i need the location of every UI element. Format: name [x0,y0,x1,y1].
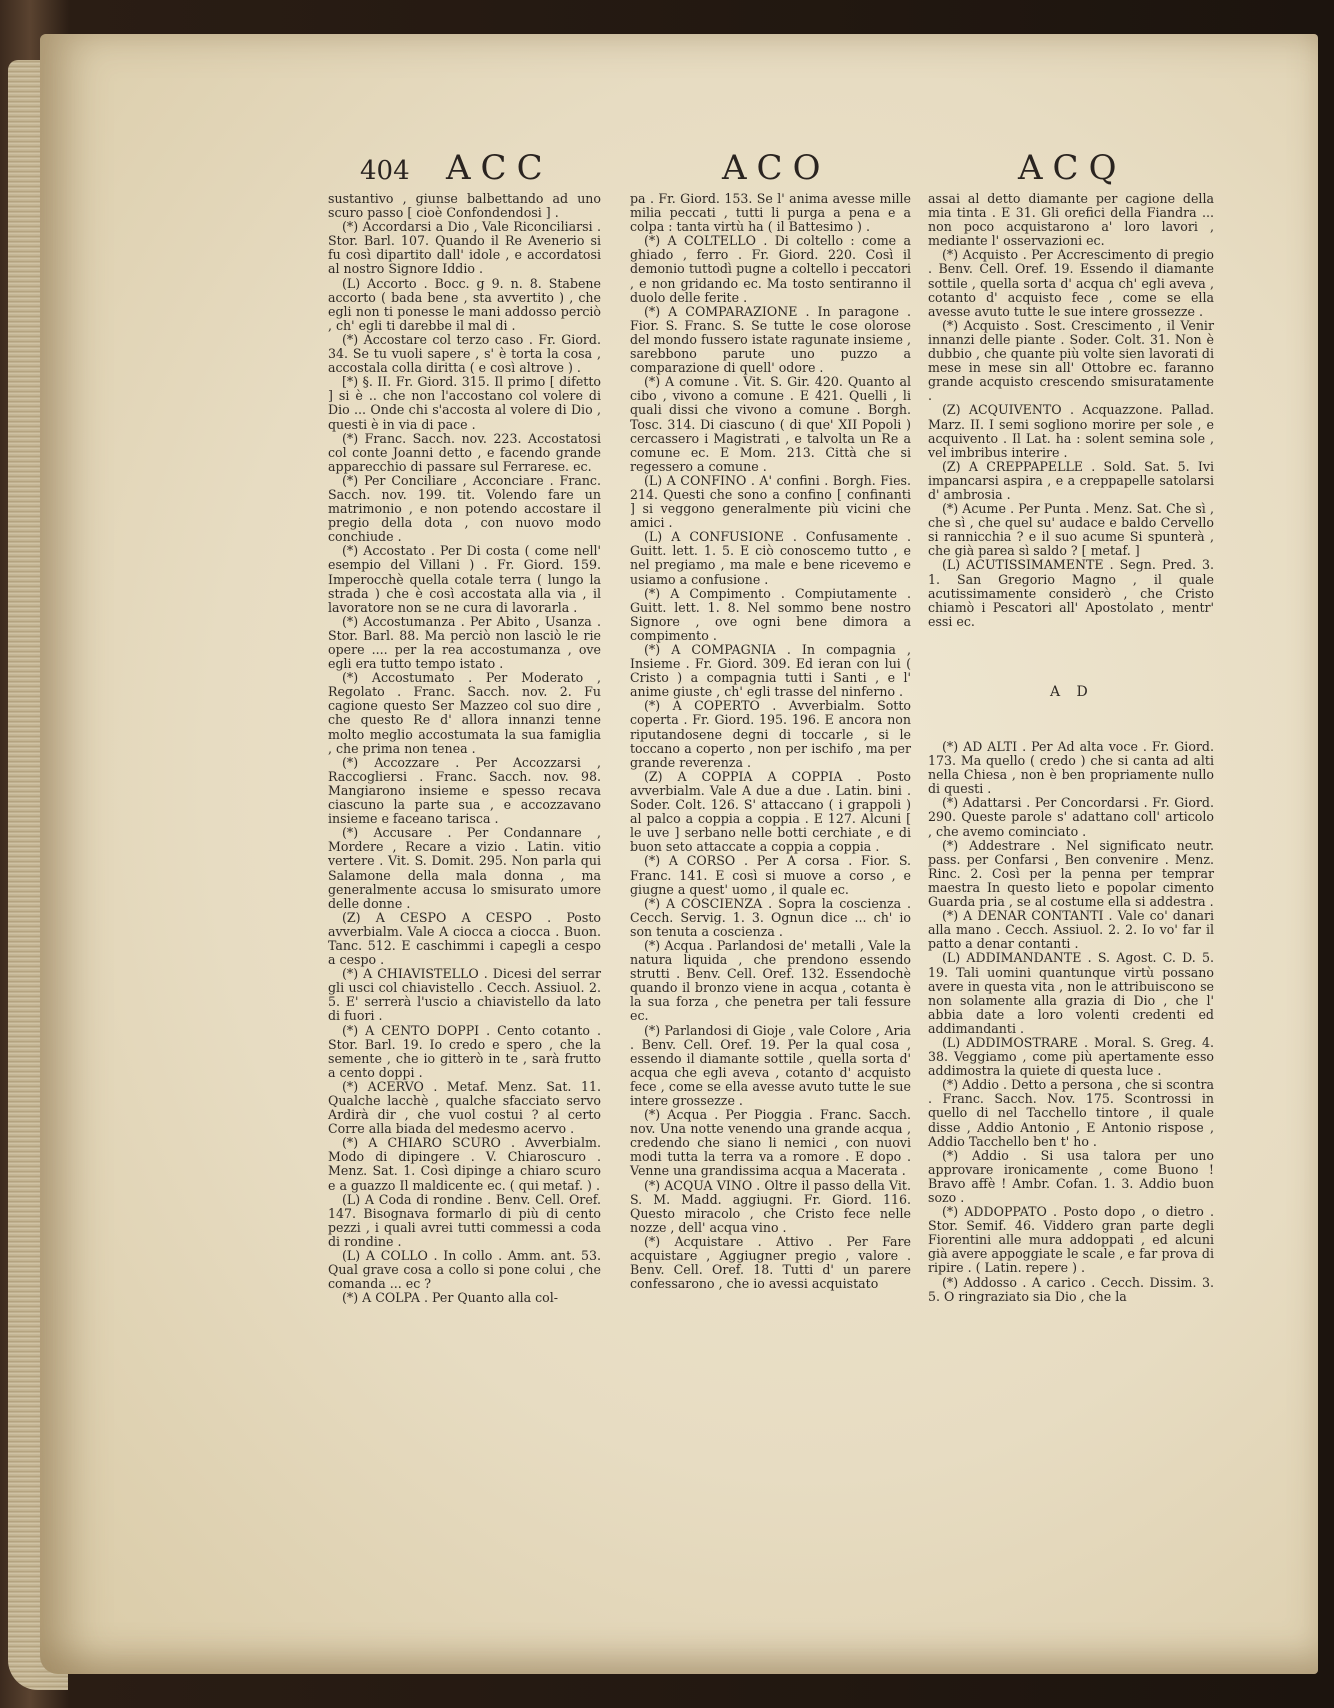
column-right-top [928,192,1214,629]
dictionary-entry: (*) Addio . Si usa talora per uno approvare ironicamente , come Buono ! Bravo affè ! Ambr. Cofan. 1. 3. Addio buon sozo . [928,1147,1214,1205]
dictionary-entry: (*) Accozzare . Per Accozzarsi , Raccogliersi . Franc. Sacch. nov. 98. Mangiarono insieme e spesso recava ciascuno la parte sua , e accozzavano insieme e faceano tarisca . [328,754,601,827]
dictionary-entry: (*) Accostumanza . Per Abito , Usanza . Stor. Barl. 88. Ma perciò non lasciò le rie opere .... per la rea accostumanza , ove egli era tutto tempo istato . [328,613,601,672]
dictionary-entry: (L) ACUTISSIMAMENTE . Segn. Pred. 3. 1. San Gregorio Magno , il quale acutissimamente considerò , che Cristo chiamò i Pescatori all' Apostolato , mentr' essi ec. [928,557,1214,629]
dictionary-entry: (Z) A CREPPAPELLE . Sold. Sat. 5. Ivi impancarsi aspira , e a creppapelle satolarsi d' ambrosia . [928,458,1214,502]
page-number: 404 [360,156,410,186]
dictionary-entry: (*) A COLPA . Per Quanto alla col- [342,1290,559,1306]
dictionary-entry: (*) Acquistare . Attivo . Per Fare acquistare , Aggiugner pregio , valore . Benv. Cell. Oref. 18. Tutti d' un parere confessarono , che io avessi acquistato [630,1233,911,1292]
dictionary-entry: (Z) ACQUIVENTO . Acquazzone. Pallad. Marz. II. I semi sogliono morire per sole , e acquivento . Il Lat. ha : solent semina sole , vel imbribus interire . [928,402,1214,460]
dictionary-entry: (*) Acume . Per Punta . Menz. Sat. Che sì , che sì , che quel su' audace e baldo Cervello si rannicchia ? e il suo acume Si spunterà , che già parea sì saldo ? [ metaf. ] [928,501,1214,559]
dictionary-entry: (*) A CORSO . Per A corsa . Fior. S. Franc. 141. E così si muove a corso , e giugne a quest' uomo , il quale ec. [630,853,911,897]
dictionary-entry: (*) Addestrare . Nel significato neutr. pass. per Confarsi , Ben convenire . Menz. Rinc. 2. Così per la penna per temprar maestra In questo lieto e popolar cimento Guarda pria , se al costume ella si addestra . [928,837,1214,910]
headword-center: ACO [722,148,831,188]
dictionary-entry: (*) Per Conciliare , Acconciare . Franc. Sacch. nov. 199. tit. Volendo fare un matrimonio , e non potendo accostare il pregio della dota , con nuovo modo conchiude . [328,472,601,545]
dictionary-entry: (*) AD ALTI . Per Ad alta voce . Fr. Giord. 173. Ma quello ( credo ) che si canta ad alti nella Chiesa , non è ben propriamente nullo di questi . [928,739,1214,797]
dictionary-entry: (*) A CHIARO SCURO . Avverbialm. Modo di dipingere . V. Chiaroscuro . Menz. Sat. 1. Così dipinge a chiaro scuro e a guazzo Il maldicente ec. ( qui metaf. ) . [328,1135,601,1193]
dictionary-entry: (*) Accusare . Per Condannare , Mordere , Recare a vizio . Latin. vitio vertere . Vit. S. Domit. 295. Non parla qui Salamone della mala donna , ma generalmente accusa lo smisurato umore delle donne . [328,825,601,911]
dictionary-entry: (*) Acquisto . Per Accrescimento di pregio . Benv. Cell. Oref. 19. Essendo il diamante sottile , quella sorta d' acqua ch' egli aveva , cotanto d' acquisto fece , come se ella avesse avuto tutte le sue intere grossezze . [928,247,1214,319]
dictionary-entry: (Z) A COPPIA A COPPIA . Posto avverbialm. Vale A due a due . Latin. bini . Soder. Colt. 126. S' attaccano ( i grappoli ) al palco a coppia a coppia . E 127. Alcuni [ le uve ] serbano nelle botti cerchiate , e di buon seto attaccate a coppia a coppia . [630,768,911,855]
dictionary-entry: (L) A CONFINO . A' confini . Borgh. Fies. 214. Questi che sono a confino [ confinanti ] si veggono generalmente più vicini che amici . [630,472,911,531]
section-heading: A D [1050,684,1094,700]
dictionary-entry: (L) A CONFUSIONE . Confusamente . Guitt. lett. 1. 5. E ciò conoscemo tutto , e nel pregiamo , ma male e bene ricevemo e usiamo a confusione . [630,529,911,587]
dictionary-entry: (L) ADDIMANDANTE . S. Agost. C. D. 5. 19. Tali uomini quantunque virtù possano avere in questa vita , non le attribuiscono se non solamente alla grazia di Dio , che l' abbia date a loro volenti credenti ed addimandanti . [928,950,1214,1036]
dictionary-entry: (*) A DENAR CONTANTI . Vale co' danari alla mano . Cecch. Assiuol. 2. 2. Io vo' far il patto a denar contanti . [928,908,1214,952]
dictionary-entry: (*) Acquisto . Sost. Crescimento , il Venir innanzi delle piante . Soder. Colt. 31. Non è dubbio , che quante più volte sien lavorati di mese in mese sin all' Ottobre ec. faranno grande acquisto crescendo smisuratamente . [928,317,1214,404]
dictionary-entry: (L) Accorto . Bocc. g 9. n. 8. Stabene accorto ( bada bene , sta avvertito ) , che egli non ti ponesse le mani addosso perciò , ch' egli ti darebbe il mal di . [328,275,601,333]
dictionary-entry: (*) Parlandosi di Gioje , vale Colore , Aria . Benv. Cell. Oref. 19. Per la qual cosa , essendo il diamante sottile , quella sorta d' acqua che egli aveva , cotanto d' acquisto fece , come se ella avesse avuto tutte le sue intere grossezze . [630,1022,911,1108]
dictionary-entry: (*) Accordarsi a Dio , Vale Riconciliarsi . Stor. Barl. 107. Quando il Re Avenerio si fu così dipartito dall' idole , e accordatosi al nostro Signore Iddio . [328,219,601,277]
dictionary-entry: (*) A COPERTO . Avverbialm. Sotto coperta . Fr. Giord. 195. 196. E ancora non riputandosene degni di toccarle , si le toccano a coperto , non per ischifo , ma per grande reverenza . [630,698,911,770]
dictionary-entry: (*) Addosso . A carico . Cecch. Dissim. 3. 5. O ringraziato sia Dio , che la [928,1274,1214,1304]
dictionary-entry: (*) Acqua . Per Pioggia . Franc. Sacch. nov. Una notte venendo una grande acqua , credendo che siano li nemici , con nuovi modi tutta la terra va a romore . E dopo . Venne una grandissima acqua a Macerata . [630,1107,911,1179]
dictionary-entry: (*) Addio . Detto a persona , che si scontra . Franc. Sacch. Nov. 175. Scontrossi in quello di nel Tacchello tintore , il quale disse , Addio Antonio , E Antonio rispose , Addio Tacchello ben t' ho . [928,1077,1214,1149]
column-right-bottom [928,740,1214,1304]
dictionary-entry: (*) A COMPARAZIONE . In paragone . Fior. S. Franc. S. Se tutte le cose olorose del mondo fussero istate ragunate insieme , sarebbono parute uno puzzo a comparazione di quell' odore . [630,303,911,376]
dictionary-entry: pa . Fr. Giord. 153. Se l' anima avesse mille milia peccati , tutti li purga a pena e a colpa : tanta virtù ha ( il Battesimo ) . [630,191,911,235]
headword-left: ACC [446,148,553,188]
dictionary-entry: (*) A Compimento . Compiutamente . Guitt. lett. 1. 8. Nel sommo bene nostro Signore , ove ogni bene dimora a compimento . [630,585,911,643]
dictionary-entry: (L) A Coda di rondine . Benv. Cell. Oref. 147. Bisognava formarlo di più di cento pezzi , i quali avrei tutti commessi a coda di rondine . [328,1191,601,1249]
dictionary-entry: (*) ACERVO . Metaf. Menz. Sat. 11. Qualche lacchè , qualche sfacciato servo Ardirà dir , che vuol costui ? al certo Corre alla biada del medesmo acervo . [328,1078,601,1137]
dictionary-entry: (L) ADDIMOSTRARE . Moral. S. Greg. 4. 38. Veggiamo , come più apertamente esso addimostra la quiete di questa luce . [928,1034,1214,1079]
dictionary-entry: (*) A COMPAGNIA . In compagnia , Insieme . Fr. Giord. 309. Ed ieran con lui ( Cristo ) a compagnia tutti i Santi , e l' anime giuste , ch' egli trasse del ninferno . [630,642,911,700]
dictionary-entry: (*) Franc. Sacch. nov. 223. Accostatosi col conte Joanni detto , e facendo grande apparecchio di passare sul Ferrarese. ec. [328,430,601,474]
dictionary-entry: (*) ACQUA VINO . Oltre il passo della Vit. S. M. Madd. aggiugni. Fr. Giord. 116. Questo miracolo , che Cristo fece nelle nozze , dell' acqua vino . [630,1177,911,1235]
dictionary-entry: (*) A comune . Vit. S. Gir. 420. Quanto al cibo , vivono a comune . E 421. Quelli , li quali dissi che vivono a comune . Borgh. Tosc. 314. Di ciascuno ( di que' XII Popoli ) cercassero i Magistrati , e talvolta un Re a comune ec. E Mom. 213. Città che si regessero a comune . [630,374,911,474]
column-left [328,192,601,1305]
dictionary-entry: (*) A CENTO DOPPI . Cento cotanto . Stor. Barl. 19. Io credo e spero , che la semente , che io gitterò in te , sarà frutto a cento doppi . [328,1022,601,1080]
dictionary-entry: (*) ADDOPPATO . Posto dopo , o dietro . Stor. Semif. 46. Viddero gran parte degli Fiorentini alle mura addoppati , ed alcuni già avere appoggiate le scale , e far prova di ripire . ( Latin. repere ) . [928,1204,1214,1276]
dictionary-entry: [*) §. II. Fr. Giord. 315. Il primo [ difetto ] si è .. che non l'accostano col volere di Dio ... Onde chi s'accosta al volere di Dio , questi è in via di pace . [328,374,601,432]
dictionary-entry: (*) Accostare col terzo caso . Fr. Giord. 34. Se tu vuoli sapere , s' è torta la cosa , accostala colla diritta ( e così altrove ) . [328,331,601,376]
dictionary-entry: (*) A CHIAVISTELLO . Dicesi del serrar gli usci col chiavistello . Cecch. Assiuol. 2. 5. E' serrerà l'uscio a chiavistello da lato di fuori . [328,966,601,1024]
dictionary-entry: sustantivo , giunse balbettando ad uno scuro passo [ cioè Confondendosi ] . [328,191,601,221]
column-middle [630,192,911,1291]
dictionary-entry: (*) Acqua . Parlandosi de' metalli , Vale la natura liquida , che prendono essendo strutti . Benv. Cell. Oref. 132. Essendochè quando il bronzo viene in acqua , cotanta è la sua forza , che penetra per tali fessure ec. [630,937,911,1024]
dictionary-entry: (*) Accostumato . Per Moderato , Regolato . Franc. Sacch. nov. 2. Fu cagione questo Ser Mazzeo col suo dire , che questo Re d' allora innanzi tenne molto meglio accostumata la sua famiglia , che prima non tenea . [328,670,601,756]
dictionary-entry: (L) A COLLO . In collo . Amm. ant. 53. Qual grave cosa a collo si pone colui , che comanda ... ec ? [328,1248,601,1292]
dictionary-entry: (*) A COLTELLO . Di coltello : come a ghiado , ferro . Fr. Giord. 220. Così il demonio tuttodì pugne a coltello i peccatori , e non gridando ec. Ma tosto sentiranno il duolo delle ferite . [630,233,911,305]
dictionary-entry: assai al detto diamante per cagione della mia tinta . E 31. Gli orefici della Fiandra ... non poco acquistarono a' loro lavori , mediante l' osservazioni ec. [928,191,1214,249]
dictionary-entry: (Z) A CESPO A CESPO . Posto avverbialm. Vale A ciocca a ciocca . Buon. Tanc. 512. E caschimmi i capegli a cespo a cespo . [328,909,601,968]
dictionary-entry: (*) Accostato . Per Di costa ( come nell' esempio del Villani ) . Fr. Giord. 159. Imperocchè quella cotale terra ( lungo la strada ) che è così accostata alla via , il lavoratore non se ne cura di lavorarla . [328,543,601,615]
dictionary-entry: (*) Adattarsi . Per Concordarsi . Fr. Giord. 290. Queste parole s' adattano coll' articolo , che avemo cominciato . [928,795,1214,839]
dictionary-entry: (*) A COSCIENZA . Sopra la coscienza . Cecch. Servig. 1. 3. Ognun dice ... ch' io son tenuta a coscienza . [630,895,911,939]
headword-right: ACQ [1018,148,1127,188]
